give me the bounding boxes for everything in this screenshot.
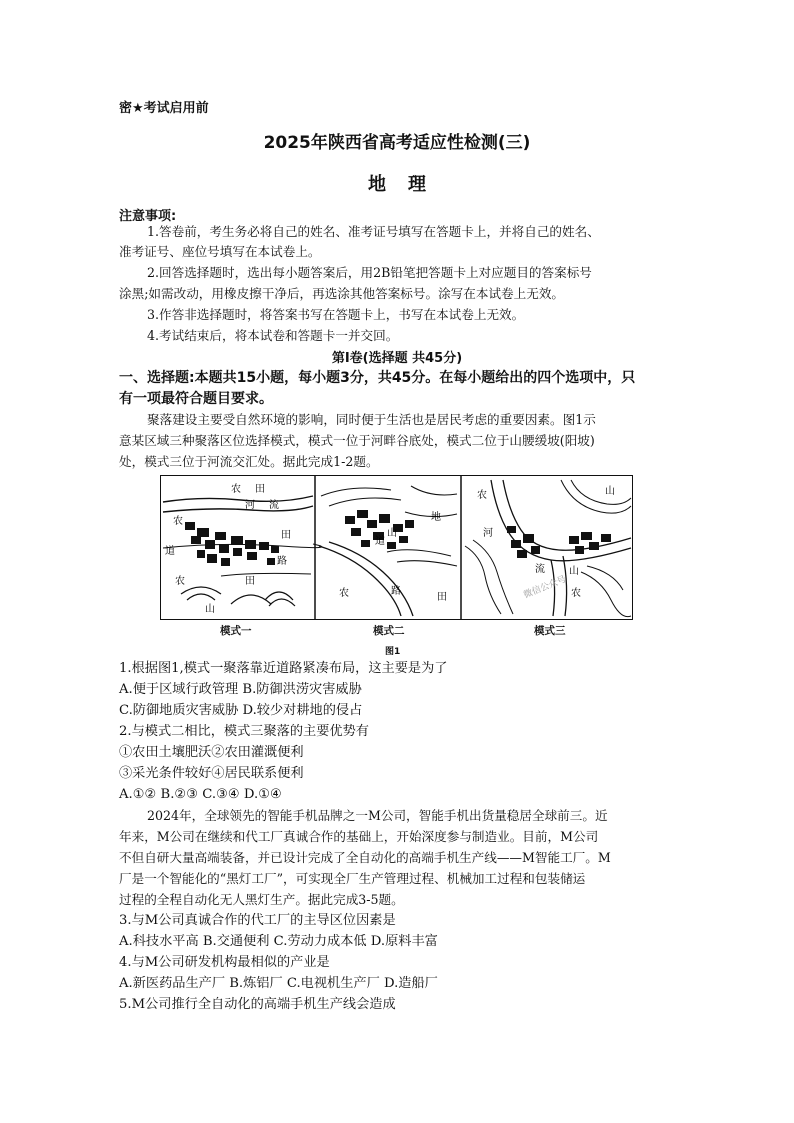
- panel-1-caption: 模式一: [220, 625, 252, 637]
- panel-1-label: 河: [245, 500, 255, 511]
- subject-title: 地理: [368, 174, 448, 195]
- panel-3-label: 河: [483, 528, 493, 539]
- panel-3-label: 农: [571, 588, 581, 599]
- confidential-label: 密★考试启用前: [119, 101, 209, 116]
- panel-1-map: [163, 482, 322, 615]
- passage1-line: 处，模式三位于河流交汇处。据此完成1-2题。: [119, 454, 379, 469]
- passage2-line: 不但自研大量高端装备，并已设计完成了全自动化的高端手机生产线——M智能工厂。M: [119, 850, 611, 865]
- panel-2-map: [319, 486, 457, 616]
- question-line: 3.与M公司真诚合作的代工厂的主导区位因素是: [119, 913, 396, 928]
- panel-2-label: 农: [339, 588, 349, 599]
- question-line: 2.与模式二相比，模式三聚落的主要优势有: [119, 724, 369, 739]
- question-line: 5.M公司推行全自动化的高端手机生产线会造成: [119, 997, 396, 1012]
- question-option: A.科技水平高 B.交通便利 C.劳动力成本低 D.原料丰富: [119, 934, 438, 949]
- panel-3-label: 山: [569, 566, 579, 577]
- panel-3-label: 山: [605, 486, 615, 497]
- section-instruction: 一、选择题:本题共15小题，每小题3分，共45分。在每小题给出的四个选项中，只: [119, 370, 636, 386]
- panel-1-label: 田: [245, 576, 255, 587]
- panel-1-label: 农: [175, 576, 185, 587]
- note-line: 4.考试结束后，将本试卷和答题卡一并交回。: [147, 328, 399, 343]
- note-line: 2.回答选择题时，选出每小题答案后，用2B铅笔把答题卡上对应题目的答案标号: [147, 265, 592, 280]
- passage2-line: 2024年，全球领先的智能手机品牌之一M公司，智能手机出货量稳居全球前三。近: [147, 808, 608, 823]
- panel-2-label: 山: [387, 528, 397, 539]
- panel-2-label: 路: [391, 586, 401, 597]
- panel-2-caption: 模式二: [373, 625, 405, 637]
- panel-1-label: 流: [269, 500, 279, 511]
- figure-caption: 图1: [385, 647, 401, 657]
- note-line: 涂黑;如需改动，用橡皮擦干净后，再选涂其他答案标号。涂写在本试卷上无效。: [119, 286, 565, 301]
- panel-3-map: [465, 480, 631, 617]
- panel-2-label: 田: [437, 592, 447, 603]
- exam-title: 2025年陕西省高考适应性检测(三): [263, 133, 531, 153]
- settlement-map-svg: [161, 476, 632, 619]
- panel-1-label: 农: [173, 516, 183, 527]
- panel-1-label: 道: [165, 546, 175, 557]
- question-option: A.便于区域行政管理 B.防御洪涝灾害威胁: [119, 682, 362, 697]
- notes-heading: 注意事项:: [119, 209, 177, 224]
- settlement-figure: [160, 475, 633, 620]
- passage2-line: 过程的全程自动化无人黑灯生产。据此完成3-5题。: [119, 892, 404, 907]
- passage2-line: 年来，M公司在继续和代工厂真诚合作的基础上，开始深度参与制造业。目前，M公司: [119, 829, 599, 844]
- panel-1-label: 田: [281, 530, 291, 541]
- question-option: C.防御地质灾害威胁 D.较少对耕地的侵占: [119, 703, 363, 718]
- passage1-line: 聚落建设主要受自然环境的影响，同时便于生活也是居民考虑的重要因素。图1示: [147, 412, 596, 427]
- question-line: 1.根据图1,模式一聚落靠近道路紧凑布局，这主要是为了: [119, 661, 448, 676]
- note-line: 准考证号、座位号填写在本试卷上。: [119, 244, 321, 259]
- panel-2-label: 地: [431, 512, 441, 523]
- question-line: 4.与M公司研发机构最相似的产业是: [119, 955, 330, 970]
- question-option: A.新医药品生产厂 B.炼铝厂 C.电视机生产厂 D.造船厂: [119, 976, 438, 991]
- panel-1-label: 山: [205, 604, 215, 615]
- panel-3-label: 农: [477, 490, 487, 501]
- section-title: 第Ⅰ卷(选择题 共45分): [331, 351, 463, 366]
- panel-3-label: 流: [535, 564, 545, 575]
- panel-1-label: 农: [231, 484, 241, 495]
- question-option: A.①② B.②③ C.③④ D.①④: [119, 787, 282, 802]
- watermark-text: 微信公众号: [522, 574, 568, 601]
- passage1-line: 意某区域三种聚落区位选择模式，模式一位于河畔谷底处，模式二位于山腰缓坡(阳坡): [119, 433, 595, 448]
- panel-1-label: 路: [277, 556, 287, 567]
- note-line: 3.作答非选择题时，将答案书写在答题卡上，书写在本试卷上无效。: [147, 307, 525, 322]
- question-option: ①农田土壤肥沃②农田灌溉便利: [119, 745, 304, 760]
- note-line: 1.答卷前，考生务必将自己的姓名、准考证号填写在答题卡上，并将自己的姓名、: [147, 224, 600, 239]
- panel-3-caption: 模式三: [534, 625, 566, 637]
- question-option: ③采光条件较好④居民联系便利: [119, 766, 304, 781]
- section-instruction: 有一项最符合题目要求。: [119, 391, 273, 407]
- passage2-line: 厂是一个智能化的“黑灯工厂”，可实现全厂生产管理过程、机械加工过程和包装储运: [119, 871, 586, 886]
- panel-2-label: 道: [375, 536, 385, 547]
- panel-1-label: 田: [255, 484, 265, 495]
